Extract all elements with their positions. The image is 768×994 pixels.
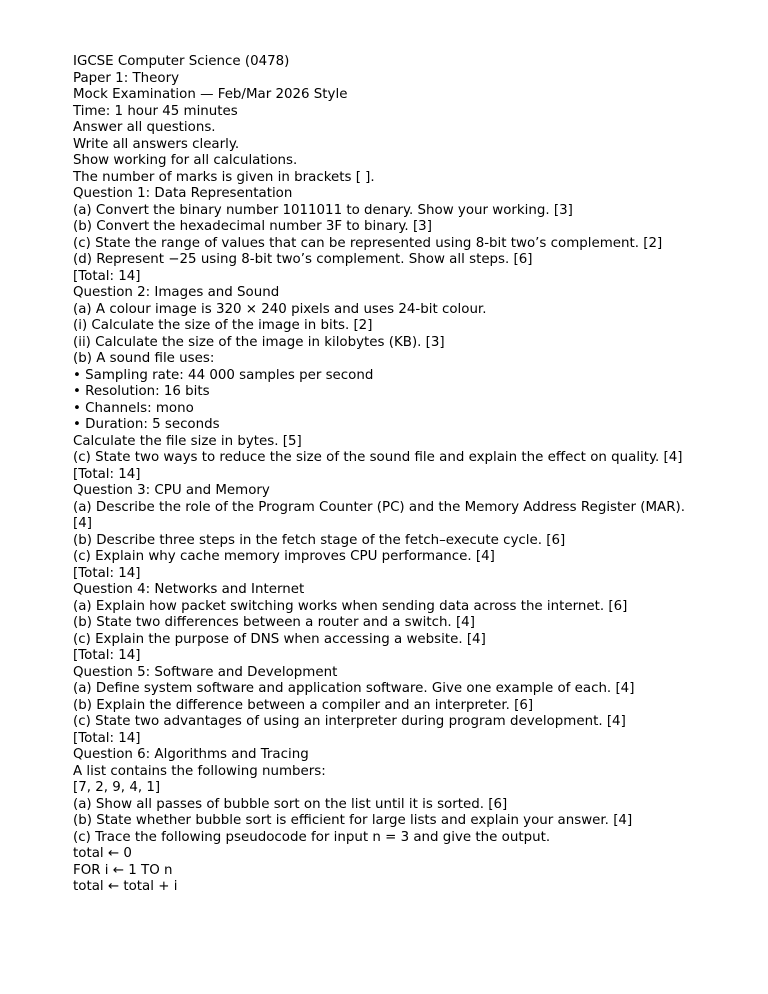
instruction-line: The number of marks is given in brackets [ ]. (73, 169, 375, 185)
question-part: (c) Explain the purpose of DNS when accessing a website. [4] (73, 631, 486, 647)
question-title: Question 3: CPU and Memory (73, 483, 270, 498)
instruction-line: Answer all questions. (73, 120, 216, 135)
question-total: [Total: 14] (73, 648, 141, 663)
question-part: (b) Explain the difference between a compiler and an interpreter. [6] (73, 697, 534, 713)
question-4 (73, 582, 693, 665)
question-total: [Total: 14] (73, 268, 141, 284)
exam-title: Mock Examination — Feb/Mar 2026 Style (73, 87, 348, 102)
question-title: Question 1: Data Representation (73, 186, 293, 201)
question-3 (73, 483, 693, 582)
question-2 (73, 285, 693, 483)
question-part: (c) State two advantages of using an interpreter during program development. [4] (73, 714, 626, 729)
question-part: (c) State the range of values that can be represented using 8-bit two’s complement. [2] (73, 235, 663, 251)
bullet-item: • Duration: 5 seconds (73, 417, 220, 432)
question-part: (b) Describe three steps in the fetch stage of the fetch–execute cycle. [6] (73, 532, 566, 548)
question-total: [Total: 14] (73, 466, 141, 482)
question-title: Question 6: Algorithms and Tracing (73, 747, 309, 762)
question-part: (b) State two differences between a router and a switch. [4] (73, 615, 475, 630)
question-part: (d) Represent −25 using 8-bit two’s complement. Show all steps. [6] (73, 252, 533, 267)
pseudocode-line: total ← total + i (73, 879, 178, 894)
instructions (73, 120, 693, 186)
question-title: Question 2: Images and Sound (73, 285, 280, 300)
question-part: (b) A sound file uses: (73, 351, 215, 366)
question-6 (73, 747, 693, 896)
question-part: A list contains the following numbers: (73, 763, 326, 779)
bullet-item: • Channels: mono (73, 400, 194, 416)
course-title: IGCSE Computer Science (0478) (73, 54, 290, 69)
exam-header (73, 54, 693, 120)
question-title: Question 5: Software and Development (73, 664, 338, 680)
question-part: (b) State whether bubble sort is efficient for large lists and explain your answer. [4] (73, 813, 633, 828)
question-1 (73, 186, 693, 285)
question-part: (a) Describe the role of the Program Counter (PC) and the Memory Address Register (MAR). [4] (73, 499, 690, 531)
exam-time: Time: 1 hour 45 minutes (73, 103, 238, 119)
question-part: (c) Trace the following pseudocode for input n = 3 and give the output. (73, 829, 551, 845)
question-part: (c) Explain why cache memory improves CPU performance. [4] (73, 549, 495, 564)
question-part: Calculate the file size in bytes. [5] (73, 433, 302, 449)
question-5 (73, 665, 693, 748)
pseudocode-line: total ← 0 (73, 846, 132, 861)
question-title: Question 4: Networks and Internet (73, 582, 305, 597)
question-part: (ii) Calculate the size of the image in kilobytes (KB). [3] (73, 334, 445, 350)
exam-paper (73, 54, 693, 896)
question-part: (a) Explain how packet switching works when sending data across the internet. [6] (73, 598, 628, 614)
instruction-line: Write all answers clearly. (73, 136, 240, 152)
bullet-item: • Resolution: 16 bits (73, 384, 210, 399)
bullet-item: • Sampling rate: 44 000 samples per second (73, 367, 374, 383)
question-part: (a) Show all passes of bubble sort on the list until it is sorted. [6] (73, 796, 508, 812)
question-part: (a) Convert the binary number 1011011 to denary. Show your working. [3] (73, 202, 573, 218)
question-part: (i) Calculate the size of the image in bits. [2] (73, 318, 373, 333)
number-list: [7, 2, 9, 4, 1] (73, 780, 161, 795)
pseudocode-line: FOR i ← 1 TO n (73, 862, 173, 878)
question-part: (b) Convert the hexadecimal number 3F to binary. [3] (73, 219, 432, 234)
question-total: [Total: 14] (73, 565, 141, 581)
question-total: [Total: 14] (73, 730, 141, 746)
question-part: (a) A colour image is 320 × 240 pixels and uses 24-bit colour. (73, 301, 487, 317)
question-part: (a) Define system software and application software. Give one example of each. [4] (73, 681, 635, 696)
paper-title: Paper 1: Theory (73, 70, 179, 86)
instruction-line: Show working for all calculations. (73, 153, 298, 168)
question-part: (c) State two ways to reduce the size of the sound file and explain the effect on quality. [4] (73, 450, 683, 465)
